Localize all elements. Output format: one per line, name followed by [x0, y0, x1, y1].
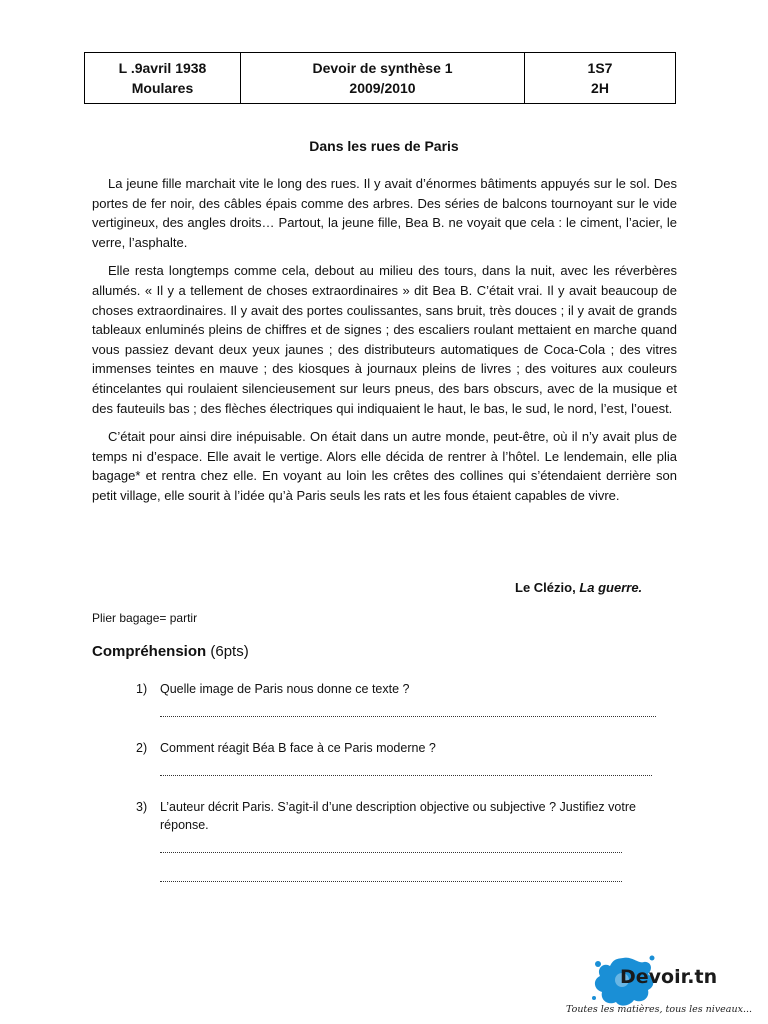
header-exam-cell — [241, 53, 525, 104]
text-body — [92, 174, 677, 515]
paragraph: Elle resta longtemps comme cela, debout au milieu des tours, dans la nuit, avec les réverbères allumés. « Il y a tellement de choses extraordinaires » dit Bea B. C’était vrai. Il y avait beaucoup de choses extraordinaires. Il y avait des portes coulissantes, sans bruit, très douces ; il y avait de grands tableaux enluminés pleins de chiffres et de signes ; des escaliers roulant mettaient en marche quand vous passiez devant deux yeux jaunes ; des distributeurs automatiques de Coca-Cola ; des vitres immenses teintes en mauve ; des kiosques à journaux pleins de livres ; des voitures aux couleurs étincelantes qui roulaient silencieusement sur leurs pneus, des bars obscurs, avec de la musique et des fauteuils bas ; des flèches électriques qui indiquaient le haut, le bas, le sud, le nord, l’est, l’ouest. — [92, 263, 677, 416]
question-list — [128, 680, 668, 882]
attribution — [515, 580, 642, 595]
splash-drop — [650, 956, 655, 961]
question-number: 1) — [136, 682, 148, 696]
question-item — [128, 798, 668, 834]
splash-drop — [595, 961, 601, 967]
school-name: L .9avril 1938 — [118, 60, 207, 76]
answer-line[interactable] — [160, 775, 652, 776]
question-item — [128, 680, 668, 698]
section-points: (6pts) — [210, 643, 249, 660]
answer-line[interactable] — [160, 881, 622, 882]
footnote: Plier bagage= partir — [92, 611, 198, 625]
header-table — [84, 52, 676, 104]
question-text: Quelle image de Paris nous donne ce texte ? — [160, 682, 410, 696]
question-number: 2) — [136, 741, 148, 755]
paragraph: C’était pour ainsi dire inépuisable. On était dans un autre monde, peut-être, où il n’y avait plus de temps ni d’espace. Elle avait le vertige. Alors elle décida de rentrer à l’hôtel. Le lendemain, elle plia bagage* et rentra chez elle. En voyant au loin les crêtes des collines qui s’étendaient derrière son petit village, elle sourit à l’idée qu’à Paris seuls les rats et les fous étaient capables de vivre. — [92, 429, 677, 503]
section-heading — [92, 643, 249, 660]
question-text: Comment réagit Béa B face à ce Paris moderne ? — [160, 741, 436, 755]
logo-tagline: Toutes les matières, tous les niveaux... — [566, 1004, 753, 1015]
duration: 2H — [591, 80, 609, 96]
school-town: Moulares — [131, 80, 194, 96]
section-label: Compréhension — [92, 643, 207, 660]
school-year: 2009/2010 — [349, 80, 416, 96]
question-item — [128, 739, 668, 757]
header-school-cell — [85, 53, 241, 104]
answer-line[interactable] — [160, 852, 622, 853]
author-name: Le Clézio, — [515, 580, 576, 595]
devoir-logo — [560, 952, 765, 1022]
paragraph: La jeune fille marchait vite le long des rues. Il y avait d’énormes bâtiments appuyés sur le sol. Des portes de fer noir, des câbles épais comme des arbres. Des séries de balcons tournoyant sur le vide vertigineux, des angles droits… Partout, la jeune fille, Bea B. ne voyait que cela : le ciment, l’acier, le verre, l’asphalte. — [92, 176, 677, 250]
work-title: La guerre. — [579, 580, 643, 595]
class-name: 1S7 — [587, 60, 613, 76]
splash-drop — [592, 996, 596, 1000]
answer-line[interactable] — [160, 716, 656, 717]
question-number: 3) — [136, 800, 148, 814]
text-title: Dans les rues de Paris — [309, 138, 459, 154]
logo-brand: Devoir.tn — [620, 966, 718, 988]
exam-title: Devoir de synthèse 1 — [312, 60, 453, 76]
question-text: L’auteur décrit Paris. S’agit-il d’une description objective ou subjective ? Justifiez votre réponse. — [160, 800, 636, 832]
header-class-cell — [525, 53, 676, 104]
